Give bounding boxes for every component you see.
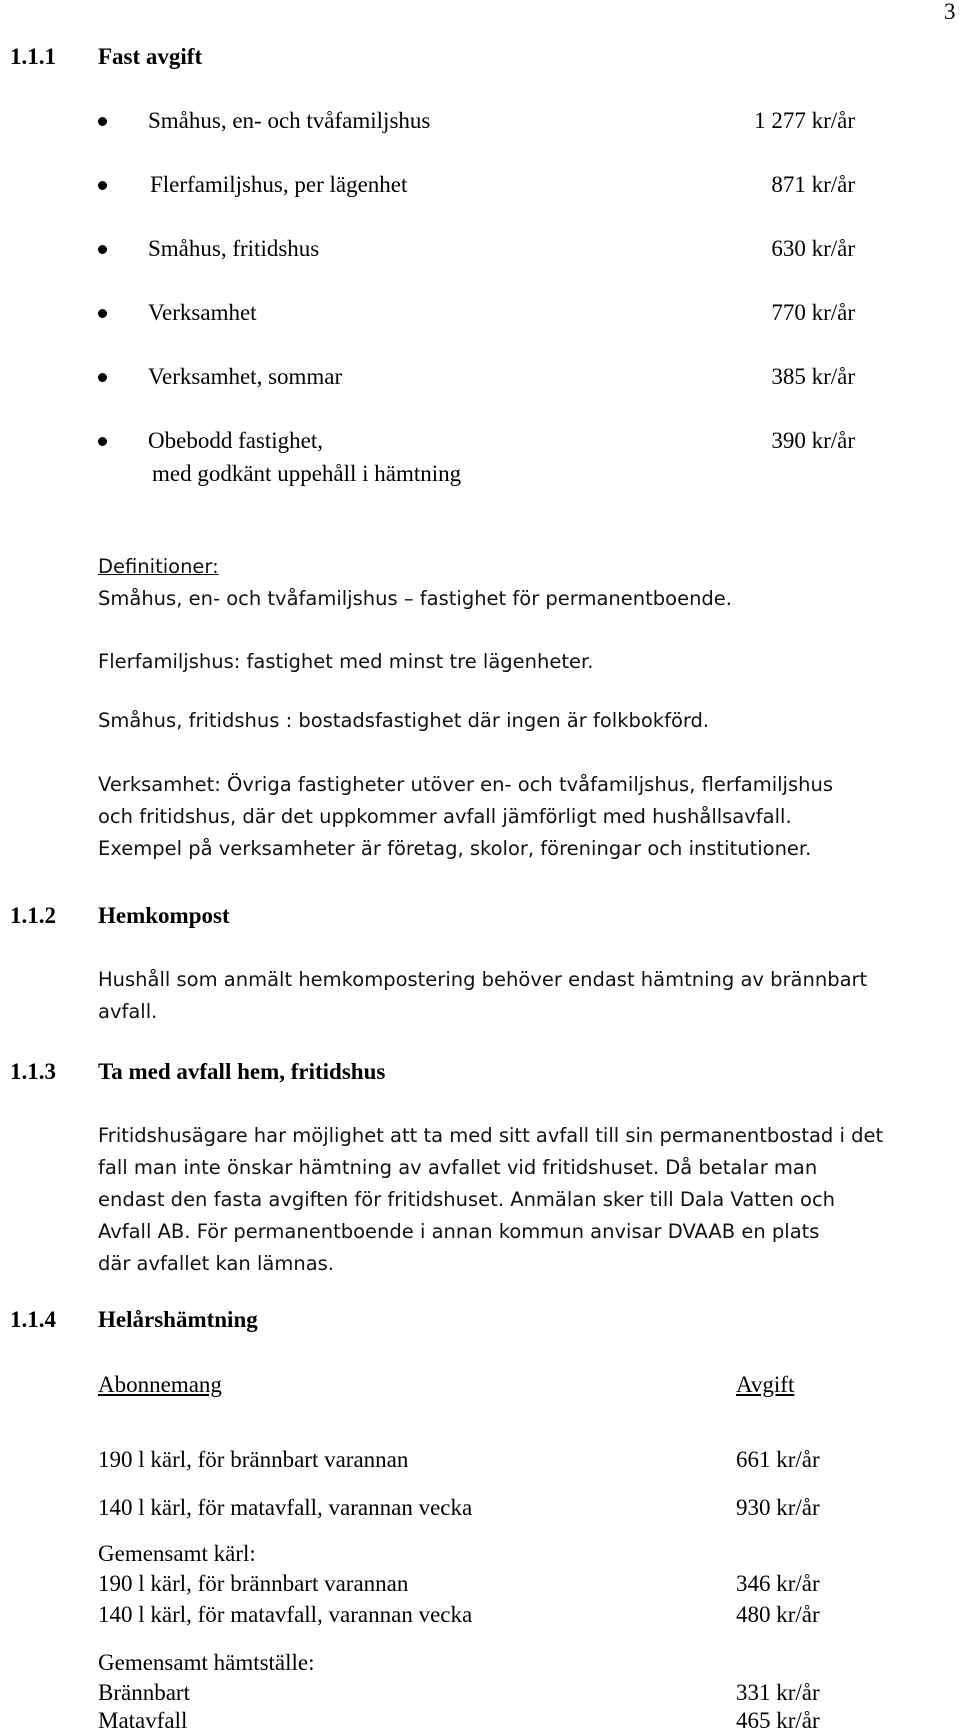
subheading-gemensamt-karl: Gemensamt kärl: — [98, 1541, 256, 1566]
fee-label: Verksamhet, sommar — [148, 364, 343, 389]
subheading-gemensamt-hamtstalle: Gemensamt hämtställe: — [98, 1650, 315, 1675]
bullet-icon — [98, 181, 107, 190]
row-price: 465 kr/år — [736, 1708, 820, 1733]
fee-price: 1 277 kr/år — [754, 108, 855, 133]
fee-price: 630 kr/år — [771, 236, 855, 261]
paragraph-line: endast den fasta avgiften för fritidshuset. Anmälan sker till Dala Vatten och — [98, 1188, 836, 1211]
definition-verksamhet-line: Verksamhet: Övriga fastigheter utöver en- och tvåfamiljshus, flerfamiljshus — [98, 773, 834, 796]
section-title: Hemkompost — [98, 903, 230, 928]
definition-flerfamiljshus: Flerfamiljshus: fastighet med minst tre lägenheter. — [98, 650, 594, 673]
fee-price: 390 kr/år — [771, 428, 855, 453]
column-header-abonnemang: Abonnemang — [98, 1372, 222, 1397]
row-price: 480 kr/år — [736, 1602, 820, 1627]
fee-label-continued: med godkänt uppehåll i hämtning — [152, 461, 462, 486]
row-price: 930 kr/år — [736, 1495, 820, 1520]
bullet-icon — [98, 373, 107, 382]
bullet-icon — [98, 309, 107, 318]
fee-label: Småhus, en- och tvåfamiljshus — [148, 108, 431, 133]
paragraph-line: Fritidshusägare har möjlighet att ta med sitt avfall till sin permanentbostad i det — [98, 1124, 884, 1147]
section-number: 1.1.2 — [10, 903, 56, 928]
row-label: 190 l kärl, för brännbart varannan — [98, 1571, 409, 1596]
paragraph-line: Hushåll som anmält hemkompostering behöver endast hämtning av brännbart — [98, 968, 868, 991]
fee-label: Småhus, fritidshus — [148, 236, 320, 261]
definition-fritidshus: Småhus, fritidshus : bostadsfastighet där ingen är folkbokförd. — [98, 709, 710, 732]
fee-label: Verksamhet — [148, 300, 257, 325]
section-number: 1.1.1 — [10, 44, 56, 69]
section-number: 1.1.3 — [10, 1059, 56, 1084]
row-label: 140 l kärl, för matavfall, varannan vecka — [98, 1602, 473, 1627]
paragraph-line: där avfallet kan lämnas. — [98, 1252, 335, 1275]
bullet-icon — [98, 117, 107, 126]
paragraph-line: avfall. — [98, 1000, 158, 1023]
row-label: Matavfall — [98, 1708, 188, 1733]
section-title: Ta med avfall hem, fritidshus — [98, 1059, 386, 1084]
row-label: Brännbart — [98, 1680, 190, 1705]
paragraph-line: Avfall AB. För permanentboende i annan kommun anvisar DVAAB en plats — [98, 1220, 820, 1243]
bullet-icon — [98, 437, 107, 446]
section-title: Helårshämtning — [98, 1307, 258, 1332]
column-header-avgift: Avgift — [736, 1372, 795, 1397]
fee-price: 770 kr/år — [771, 300, 855, 325]
row-label: 190 l kärl, för brännbart varannan — [98, 1447, 409, 1472]
row-label: 140 l kärl, för matavfall, varannan vecka — [98, 1495, 473, 1520]
definition-verksamhet-line: och fritidshus, där det uppkommer avfall jämförligt med hushållsavfall. — [98, 805, 792, 828]
fee-label: Obebodd fastighet, — [148, 428, 324, 453]
definitions-heading: Definitioner: — [98, 555, 219, 578]
paragraph-line: fall man inte önskar hämtning av avfallet vid fritidshuset. Då betalar man — [98, 1156, 818, 1179]
definition-smahus: Småhus, en- och tvåfamiljshus – fastighet för permanentboende. — [98, 587, 732, 610]
fee-label: Flerfamiljshus, per lägenhet — [150, 172, 408, 197]
bullet-icon — [98, 245, 107, 254]
row-price: 346 kr/år — [736, 1571, 820, 1596]
page-number: 3 — [944, 0, 956, 24]
fee-price: 871 kr/år — [771, 172, 855, 197]
section-number: 1.1.4 — [10, 1307, 56, 1332]
fee-price: 385 kr/år — [771, 364, 855, 389]
row-price: 661 kr/år — [736, 1447, 820, 1472]
definition-verksamhet-line: Exempel på verksamheter är företag, skolor, föreningar och institutioner. — [98, 837, 812, 860]
section-title: Fast avgift — [98, 44, 203, 69]
row-price: 331 kr/år — [736, 1680, 820, 1705]
